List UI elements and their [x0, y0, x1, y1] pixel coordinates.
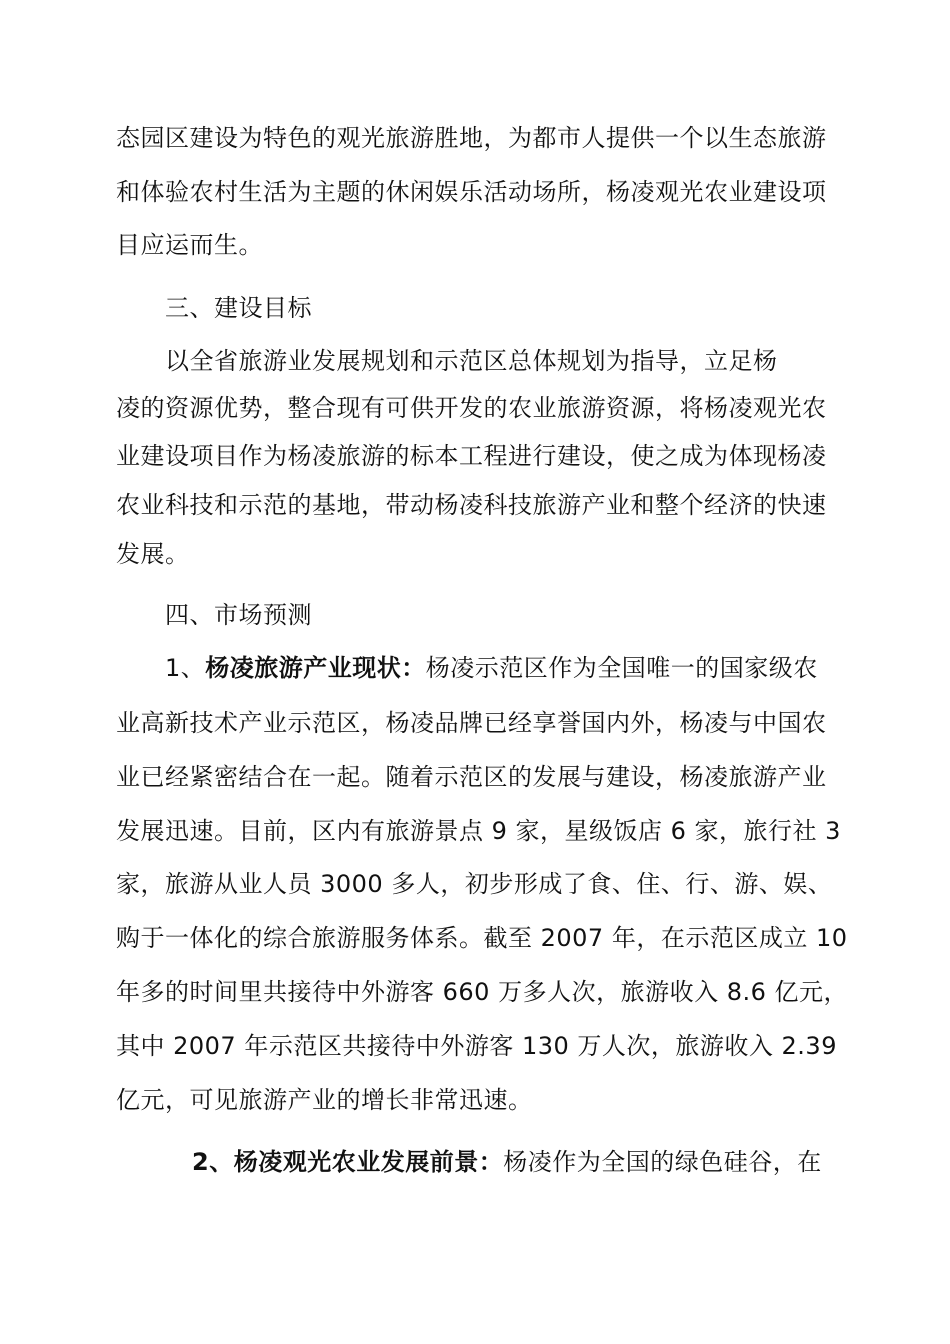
item-2-text: 杨凌作为全国的绿色硅谷，在	[503, 1148, 822, 1176]
paragraph-line: 家，旅游从业人员 3000 多人，初步形成了食、住、行、游、娱、	[116, 870, 833, 898]
item-1-number: 1、	[165, 654, 206, 682]
paragraph-line: 和体验农村生活为主题的休闲娱乐活动场所，杨凌观光农业建设项	[116, 178, 827, 206]
paragraph-line: 其中 2007 年示范区共接待中外游客 130 万人次，旅游收入 2.39	[116, 1032, 837, 1060]
paragraph-line: 发展迅速。目前，区内有旅游景点 9 家，星级饭店 6 家，旅行社 3	[116, 817, 841, 845]
item-2-title: 杨凌观光农业发展前景：	[233, 1148, 504, 1176]
item-2-first-line	[192, 1146, 822, 1178]
section-heading-3: 三、建设目标	[165, 294, 312, 322]
item-1-text: 杨凌示范区作为全国唯一的国家级农	[425, 654, 818, 682]
paragraph-line: 态园区建设为特色的观光旅游胜地，为都市人提供一个以生态旅游	[116, 124, 827, 152]
paragraph-line: 年多的时间里共接待中外游客 660 万多人次，旅游收入 8.6 亿元，	[116, 978, 848, 1006]
paragraph-line: 业已经紧密结合在一起。随着示范区的发展与建设，杨凌旅游产业	[116, 763, 827, 791]
paragraph-line: 业建设项目作为杨凌旅游的标本工程进行建设，使之成为体现杨凌	[116, 442, 827, 470]
paragraph-line: 目应运而生。	[116, 231, 263, 259]
paragraph-line: 亿元，可见旅游产业的增长非常迅速。	[116, 1086, 533, 1114]
item-1-title: 杨凌旅游产业现状：	[205, 654, 426, 682]
paragraph-line: 农业科技和示范的基地，带动杨凌科技旅游产业和整个经济的快速	[116, 491, 827, 519]
section-heading-4: 四、市场预测	[165, 601, 312, 629]
paragraph-line: 业高新技术产业示范区，杨凌品牌已经享誉国内外，杨凌与中国农	[116, 709, 827, 737]
item-2-number: 2、	[192, 1148, 234, 1176]
paragraph-line: 凌的资源优势，整合现有可供开发的农业旅游资源，将杨凌观光农	[116, 394, 827, 422]
paragraph-line: 发展。	[116, 540, 190, 568]
paragraph-line: 以全省旅游业发展规划和示范区总体规划为指导，立足杨	[165, 347, 778, 375]
item-1-first-line	[165, 652, 818, 684]
paragraph-line: 购于一体化的综合旅游服务体系。截至 2007 年，在示范区成立 10	[116, 924, 848, 952]
